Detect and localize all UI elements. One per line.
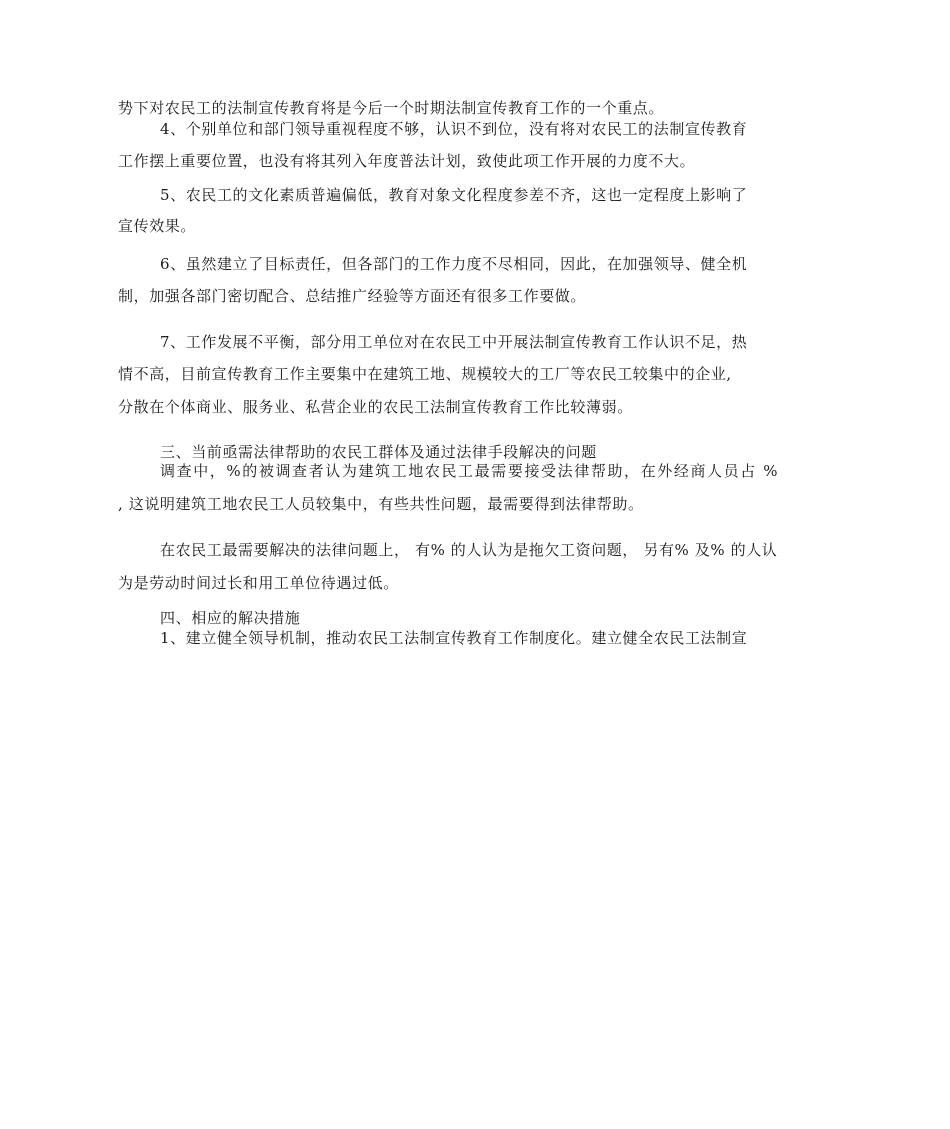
text-line-10: 分散在个体商业、服务业、私营企业的农民工法制宣传教育工作比较薄弱。 [118, 398, 633, 416]
text-line-17: 1、建立健全领导机制，推动农民工法制宣传教育工作制度化。建立健全农民工法制宣 [160, 629, 748, 647]
text-line-15: 为是劳动时间过长和用工单位待遇过低。 [118, 574, 399, 592]
text-line-4: 5、农民工的文化素质普遍偏低，教育对象文化程度参差不齐，这也一定程度上影响了 [160, 186, 748, 204]
text-line-7: 制，加强各部门密切配合、总结推广经验等方面还有很多工作要做。 [118, 287, 587, 305]
text-line-2: 4、个别单位和部门领导重视程度不够，认识不到位，没有将对农民工的法制宣传教育 [160, 120, 748, 138]
text-line-13: , 这说明建筑工地农民工人员较集中，有些共性问题，最需要得到法律帮助。 [118, 495, 644, 513]
text-line-14: 在农民工最需要解决的法律问题上， 有% 的人认为是拖欠工资问题， 另有% 及% 的人认 [160, 541, 778, 559]
text-line-8: 7、工作发展不平衡，部分用工单位对在农民工中开展法制宣传教育工作认识不足，热 [160, 333, 748, 351]
text-line-1: 势下对农民工的法制宣传教育将是今后一个时期法制宣传教育工作的一个重点。 [118, 99, 665, 117]
text-line-12: 调查中，%的被调查者认为建筑工地农民工最需要接受法律帮助，在外经商人员占 % [160, 462, 780, 480]
text-line-9: 情不高，目前宣传教育工作主要集中在建筑工地、规模较大的工厂等农民工较集中的企业, [118, 365, 732, 383]
text-line-3: 工作摆上重要位置，也没有将其列入年度普法计划，致使此项工作开展的力度不大。 [118, 152, 696, 170]
section-heading-4: 四、相应的解决措施 [160, 609, 301, 627]
text-line-6: 6、虽然建立了目标责任，但各部门的工作力度不尽相同，因此，在加强领导、健全机 [160, 255, 748, 273]
section-heading-3: 三、当前亟需法律帮助的农民工群体及通过法律手段解决的问题 [160, 443, 597, 461]
text-line-5: 宣传效果。 [118, 217, 197, 235]
